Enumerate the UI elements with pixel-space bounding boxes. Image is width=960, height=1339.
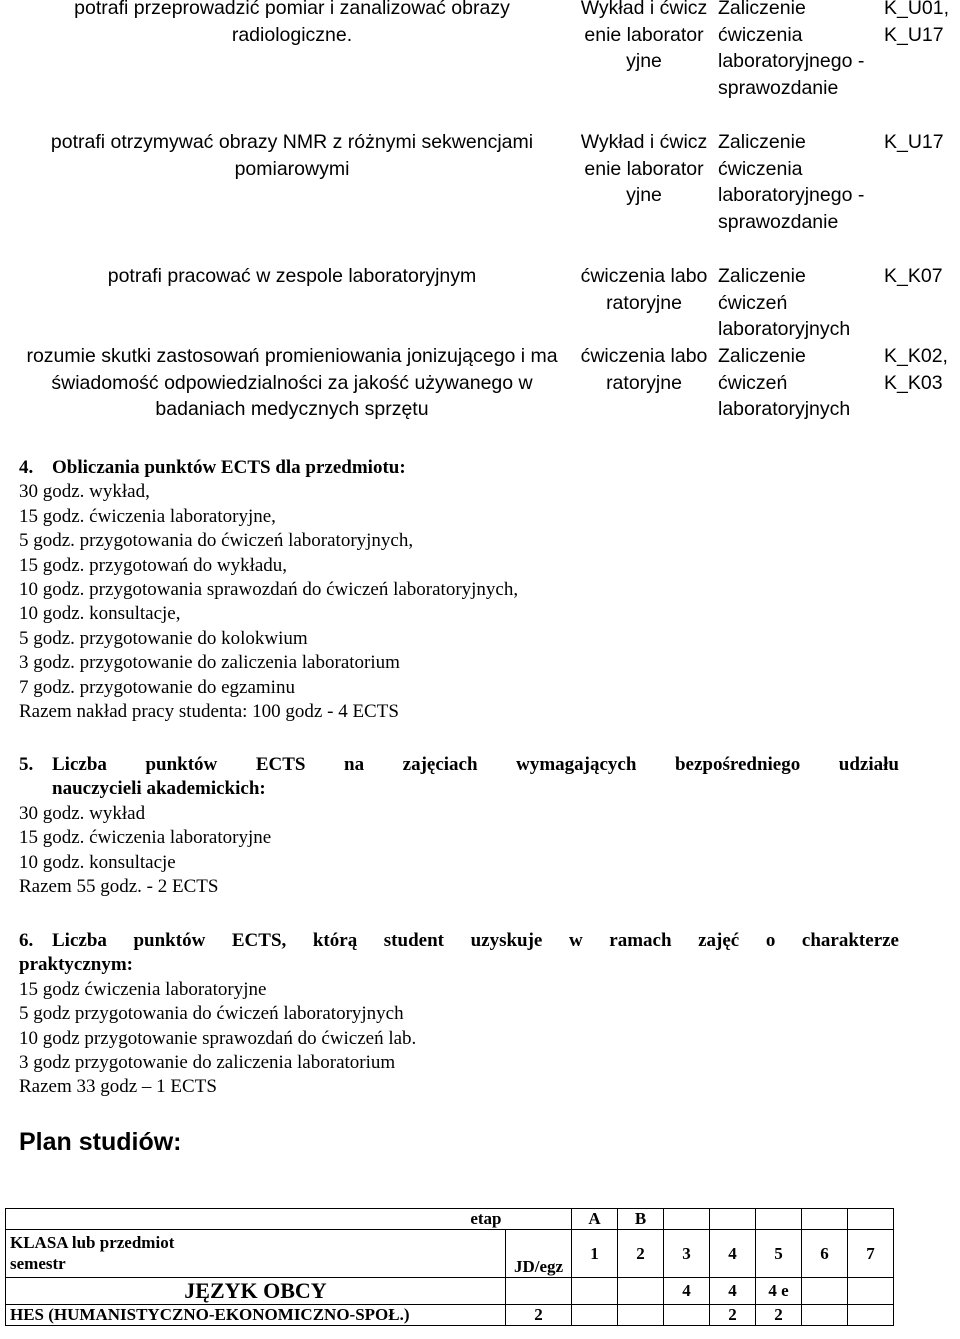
- table-cell: 4: [710, 1230, 756, 1278]
- outcome-form: Wykład i ćwiczenie laboratoryjne: [580, 0, 708, 72]
- outcome-form: ćwiczenia laboratoryjne: [580, 345, 708, 394]
- list-item: 5 godz przygotowania do ćwiczeń laboratoryjnych: [19, 1003, 404, 1025]
- table-cell: 2: [618, 1230, 664, 1278]
- list-item: 30 godz. wykład,: [19, 481, 150, 503]
- section-title-line2: praktycznym:: [19, 954, 133, 976]
- table-row: [6, 1230, 894, 1278]
- table-cell: 2: [710, 1305, 756, 1326]
- table-cell: [848, 1278, 894, 1305]
- outcome-effect: potrafi przeprowadzić pomiar i zanalizować obrazy radiologiczne.: [74, 0, 510, 46]
- list-item: 10 godz. przygotowania sprawozdań do ćwiczeń laboratoryjnych,: [19, 579, 519, 601]
- table-cell: 1: [572, 1230, 618, 1278]
- table-cell: [572, 1278, 618, 1305]
- list-item: 15 godz. ćwiczenia laboratoryjne: [19, 827, 272, 849]
- list-item: Razem 33 godz – 1 ECTS: [19, 1076, 217, 1098]
- table-cell: HES (HUMANISTYCZNO-EKONOMICZNO-SPOŁ.): [6, 1305, 506, 1326]
- column-label: KLASA lub przedmiot: [10, 1233, 175, 1252]
- table-cell: [802, 1278, 848, 1305]
- column-label: semestr: [10, 1254, 66, 1273]
- page-title: Plan studiów:: [19, 1128, 182, 1156]
- table-cell: 7: [848, 1230, 894, 1278]
- list-item: 15 godz ćwiczenia laboratoryjne: [19, 978, 267, 1000]
- table-cell: [802, 1305, 848, 1326]
- list-item: 3 godz przygotowanie do zaliczenia laboratorium: [19, 1052, 396, 1074]
- table-cell: [756, 1209, 802, 1230]
- table-cell: 3: [664, 1230, 710, 1278]
- table-cell: [710, 1209, 756, 1230]
- table-cell: [802, 1209, 848, 1230]
- table-row: [6, 1305, 894, 1326]
- outcome-form: Wykład i ćwiczenie laboratoryjne: [580, 131, 708, 206]
- table-cell: [506, 1209, 572, 1230]
- outcome-verification: Zaliczenie ćwiczeń laboratoryjnych: [718, 345, 851, 420]
- table-cell: 4 e: [756, 1278, 802, 1305]
- list-item: Razem nakład pracy studenta: 100 godz - 4 ECTS: [19, 701, 399, 723]
- table-row: [6, 1209, 894, 1230]
- table-cell: [618, 1278, 664, 1305]
- outcome-effect: rozumie skutki zastosowań promieniowania jonizującego i ma świadomość odpowiedzialności za jakość używanego w badaniach medycznych sprzętu: [26, 345, 558, 420]
- table-cell: 2: [756, 1305, 802, 1326]
- outcome-codes: K_U01, K_U17: [884, 0, 950, 46]
- table-cell: JĘZYK OBCY: [6, 1278, 506, 1305]
- table-cell: JD/egz: [506, 1230, 572, 1278]
- outcome-codes: K_U17: [884, 131, 944, 153]
- outcome-codes: K_K07: [884, 265, 943, 287]
- section-number: 4.: [19, 457, 34, 478]
- table-cell: A: [572, 1209, 618, 1230]
- table-cell: [848, 1209, 894, 1230]
- list-item: 15 godz. ćwiczenia laboratoryjne,: [19, 505, 276, 527]
- table-cell: [506, 1278, 572, 1305]
- list-item: 15 godz. przygotowań do wykładu,: [19, 554, 288, 576]
- list-item: 10 godz przygotowanie sprawozdań do ćwiczeń lab.: [19, 1027, 417, 1049]
- outcome-verification: Zaliczenie ćwiczenia laboratoryjnego - sprawozdanie: [718, 0, 865, 99]
- table-cell: 4: [664, 1278, 710, 1305]
- section-number: 6.: [19, 930, 34, 951]
- section-title-line1: Liczba punktów ECTS, którą student uzyskuje w ramach zajęć o charakterze: [52, 930, 899, 951]
- list-item: 30 godz. wykład: [19, 802, 146, 824]
- list-item: 10 godz. konsultacje: [19, 851, 176, 873]
- table-row: [6, 1278, 894, 1305]
- outcome-effect: potrafi pracować w zespole laboratoryjnym: [107, 265, 477, 287]
- section-ects-calculation: [19, 456, 899, 724]
- section-ects-contact-hours: [19, 753, 899, 899]
- list-item: Razem 55 godz. - 2 ECTS: [19, 876, 219, 898]
- list-item: 10 godz. konsultacje,: [19, 603, 181, 625]
- outcome-effect: potrafi otrzymywać obrazy NMR z różnymi sekwencjami pomiarowymi: [50, 131, 534, 180]
- table-cell: 5: [756, 1230, 802, 1278]
- outcome-verification: Zaliczenie ćwiczenia laboratoryjnego - sprawozdanie: [718, 131, 865, 233]
- section-number: 5.: [19, 754, 34, 775]
- study-plan-table: [5, 1208, 894, 1326]
- section-heading: [19, 456, 899, 480]
- list-item: 3 godz. przygotowanie do zaliczenia laboratorium: [19, 652, 400, 674]
- table-cell: etap: [6, 1209, 506, 1230]
- table-cell: [6, 1230, 506, 1278]
- list-item: 7 godz. przygotowanie do egzaminu: [19, 676, 295, 698]
- list-item: 5 godz. przygotowania do ćwiczeń laboratoryjnych,: [19, 530, 414, 552]
- outcome-verification: Zaliczenie ćwiczeń laboratoryjnych: [718, 265, 851, 340]
- section-title: Obliczania punktów ECTS dla przedmiotu:: [52, 457, 406, 478]
- table-cell: [664, 1209, 710, 1230]
- outcome-form: ćwiczenia laboratoryjne: [580, 265, 708, 314]
- table-cell: 4: [710, 1278, 756, 1305]
- section-title-line2: nauczycieli akademickich:: [52, 778, 266, 800]
- table-cell: 6: [802, 1230, 848, 1278]
- outcome-codes: K_K02, K_K03: [884, 345, 948, 394]
- table-cell: [572, 1305, 618, 1326]
- table-cell: 2: [506, 1305, 572, 1326]
- list-item: 5 godz. przygotowanie do kolokwium: [19, 627, 308, 649]
- section-heading: [19, 753, 899, 777]
- table-cell: [848, 1305, 894, 1326]
- section-title-line1: Liczba punktów ECTS na zajęciach wymagających bezpośredniego udziału: [52, 754, 899, 775]
- table-cell: B: [618, 1209, 664, 1230]
- table-cell: [618, 1305, 664, 1326]
- section-heading: [19, 929, 899, 953]
- table-cell: [664, 1305, 710, 1326]
- section-ects-practical: [19, 929, 899, 1100]
